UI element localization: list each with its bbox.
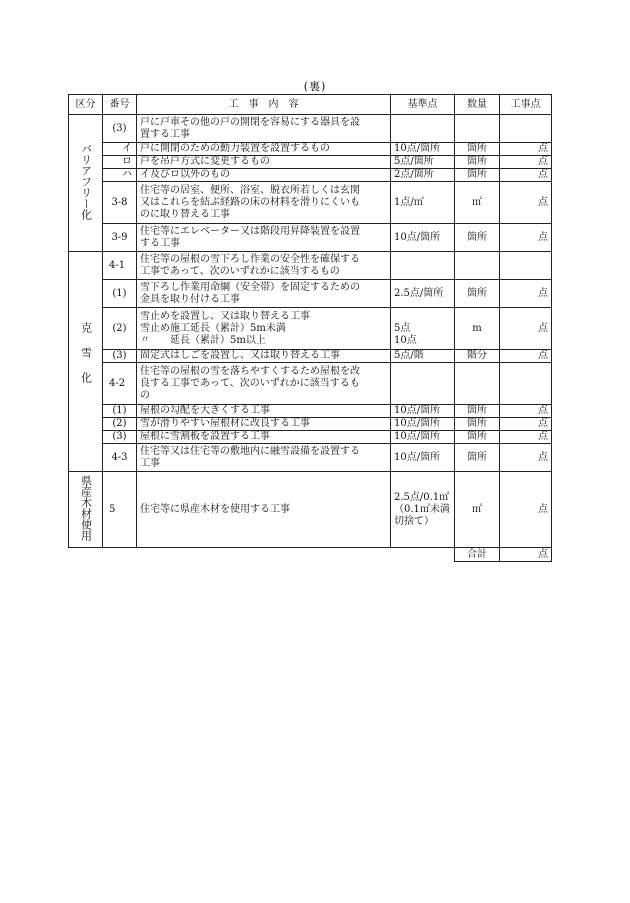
row-content: 住宅等の屋根の雪を落ちやすくするため屋根を改 良する工事であって、次のいずれかに該当するも の (137, 363, 391, 405)
row-content: 住宅等に県産木材を使用する工事 (137, 472, 391, 548)
row-points: 点 (500, 182, 552, 224)
row-number: (3) (103, 431, 137, 444)
row-standard (391, 115, 455, 143)
row-content: 雪が滑りやすい屋根材に改良する工事 (137, 418, 391, 431)
row-number: イ (103, 143, 137, 156)
row-number: (3) (103, 115, 137, 143)
row-points: 点 (500, 224, 552, 252)
table-row (69, 143, 552, 156)
header-quantity: 数量 (455, 95, 500, 115)
row-quantity: 箇所 (455, 418, 500, 431)
header-category: 区分 (69, 95, 103, 115)
table-row (69, 431, 552, 444)
row-points: 点 (500, 472, 552, 548)
row-points: 点 (500, 169, 552, 182)
row-content: 屋根に雪割板を設置する工事 (137, 431, 391, 444)
row-content: 雪止めを設置し、又は取り替える工事 雪止め施工延長（累計）5m未満 〃 延長（累計）5m以上 (137, 308, 391, 350)
table-row (69, 308, 552, 350)
total-row (69, 548, 552, 562)
category-label: 克雪化 (79, 322, 93, 397)
row-standard: 5点/箇所 (391, 156, 455, 169)
row-standard: 10点/箇所 (391, 431, 455, 444)
row-quantity (455, 363, 500, 405)
row-number: (2) (103, 308, 137, 350)
header-number: 番号 (103, 95, 137, 115)
row-points: 点 (500, 418, 552, 431)
row-content: 戸に戸車その他の戸の開閉を容易にする器具を設 置する工事 (137, 115, 391, 143)
table-row (69, 169, 552, 182)
row-content: 戸に開閉のための動力装置を設置するもの (137, 143, 391, 156)
row-number: ハ (103, 169, 137, 182)
row-quantity: 箇所 (455, 431, 500, 444)
table-row (69, 280, 552, 308)
row-number: 3-9 (103, 224, 137, 252)
row-quantity: 箇所 (455, 280, 500, 308)
row-content: 戸を吊戸方式に変更するもの (137, 156, 391, 169)
row-content: 住宅等の居室、便所、浴室、脱衣所若しくは玄関 又はこれらを結ぶ経路の床の材料を滑りにくいも のに取り替える工事 (137, 182, 391, 224)
row-standard: 2.5点/箇所 (391, 280, 455, 308)
row-standard: 5点 10点 (391, 308, 455, 350)
table-row (69, 418, 552, 431)
row-number: (1) (103, 405, 137, 418)
category-snow (69, 252, 103, 472)
row-standard (391, 252, 455, 280)
row-points: 点 (500, 280, 552, 308)
category-label: バリアフリー化 (79, 142, 93, 220)
row-standard: 10点/箇所 (391, 418, 455, 431)
header-standard: 基準点 (391, 95, 455, 115)
row-content: 固定式はしごを設置し、又は取り替える工事 (137, 350, 391, 363)
row-quantity: ㎡ (455, 182, 500, 224)
row-quantity: m (455, 308, 500, 350)
table-row (69, 472, 552, 548)
row-number: ロ (103, 156, 137, 169)
row-content: 屋根の勾配を大きくする工事 (137, 405, 391, 418)
row-number: 3-8 (103, 182, 137, 224)
table-row (69, 182, 552, 224)
row-content: 雪下ろし作業用命綱（安全帯）を固定するための 金具を取り付ける工事 (137, 280, 391, 308)
row-number: 5 (103, 472, 137, 548)
table-row (69, 405, 552, 418)
table-row (69, 252, 552, 280)
row-standard: 10点/箇所 (391, 405, 455, 418)
table-row (69, 350, 552, 363)
row-points: 点 (500, 431, 552, 444)
row-points: 点 (500, 143, 552, 156)
row-quantity (455, 115, 500, 143)
row-points: 点 (500, 405, 552, 418)
row-standard (391, 363, 455, 405)
header-row (69, 95, 552, 115)
row-number: (3) (103, 350, 137, 363)
total-label: 合計 (455, 548, 500, 562)
row-quantity: 箇所 (455, 156, 500, 169)
category-label: 県産木材使用 (79, 474, 93, 541)
row-content: イ及びロ以外のもの (137, 169, 391, 182)
row-standard: 2.5点/0.1㎡ （0.1㎡未満 切捨て） (391, 472, 455, 548)
row-standard: 5点/階 (391, 350, 455, 363)
row-standard: 2点/箇所 (391, 169, 455, 182)
category-wood (69, 472, 103, 548)
row-number: 4-2 (103, 363, 137, 405)
header-content: 工 事 内 容 (137, 95, 391, 115)
row-points (500, 252, 552, 280)
row-content: 住宅等にエレベーター又は階段用昇降装置を設置 する工事 (137, 224, 391, 252)
row-points: 点 (500, 308, 552, 350)
row-quantity: 箇所 (455, 143, 500, 156)
row-quantity (455, 252, 500, 280)
row-quantity: ㎡ (455, 472, 500, 548)
row-standard: 1点/㎡ (391, 182, 455, 224)
row-quantity: 階分 (455, 350, 500, 363)
row-quantity: 箇所 (455, 224, 500, 252)
header-points: 工事点 (500, 95, 552, 115)
total-points: 点 (500, 548, 552, 562)
row-number: 4-3 (103, 444, 137, 472)
row-number: (2) (103, 418, 137, 431)
row-points: 点 (500, 350, 552, 363)
row-content: 住宅等の屋根の雪下ろし作業の安全性を確保する 工事であって、次のいずれかに該当するもの (137, 252, 391, 280)
row-quantity: 箇所 (455, 405, 500, 418)
row-quantity: 箇所 (455, 444, 500, 472)
category-barrier-free (69, 115, 103, 252)
table-row (69, 224, 552, 252)
page-heading: (裏) (303, 80, 327, 93)
row-quantity: 箇所 (455, 169, 500, 182)
row-points (500, 115, 552, 143)
row-content: 住宅等又は住宅等の敷地内に融雪設備を設置する 工事 (137, 444, 391, 472)
construction-points-table (68, 94, 552, 562)
table-row (69, 363, 552, 405)
row-points (500, 363, 552, 405)
row-standard: 10点/箇所 (391, 444, 455, 472)
table-row (69, 444, 552, 472)
row-standard: 10点/箇所 (391, 143, 455, 156)
row-points: 点 (500, 444, 552, 472)
row-points: 点 (500, 156, 552, 169)
table-row (69, 115, 552, 143)
row-number: 4-1 (103, 252, 137, 280)
row-number: (1) (103, 280, 137, 308)
row-standard: 10点/箇所 (391, 224, 455, 252)
table-row (69, 156, 552, 169)
